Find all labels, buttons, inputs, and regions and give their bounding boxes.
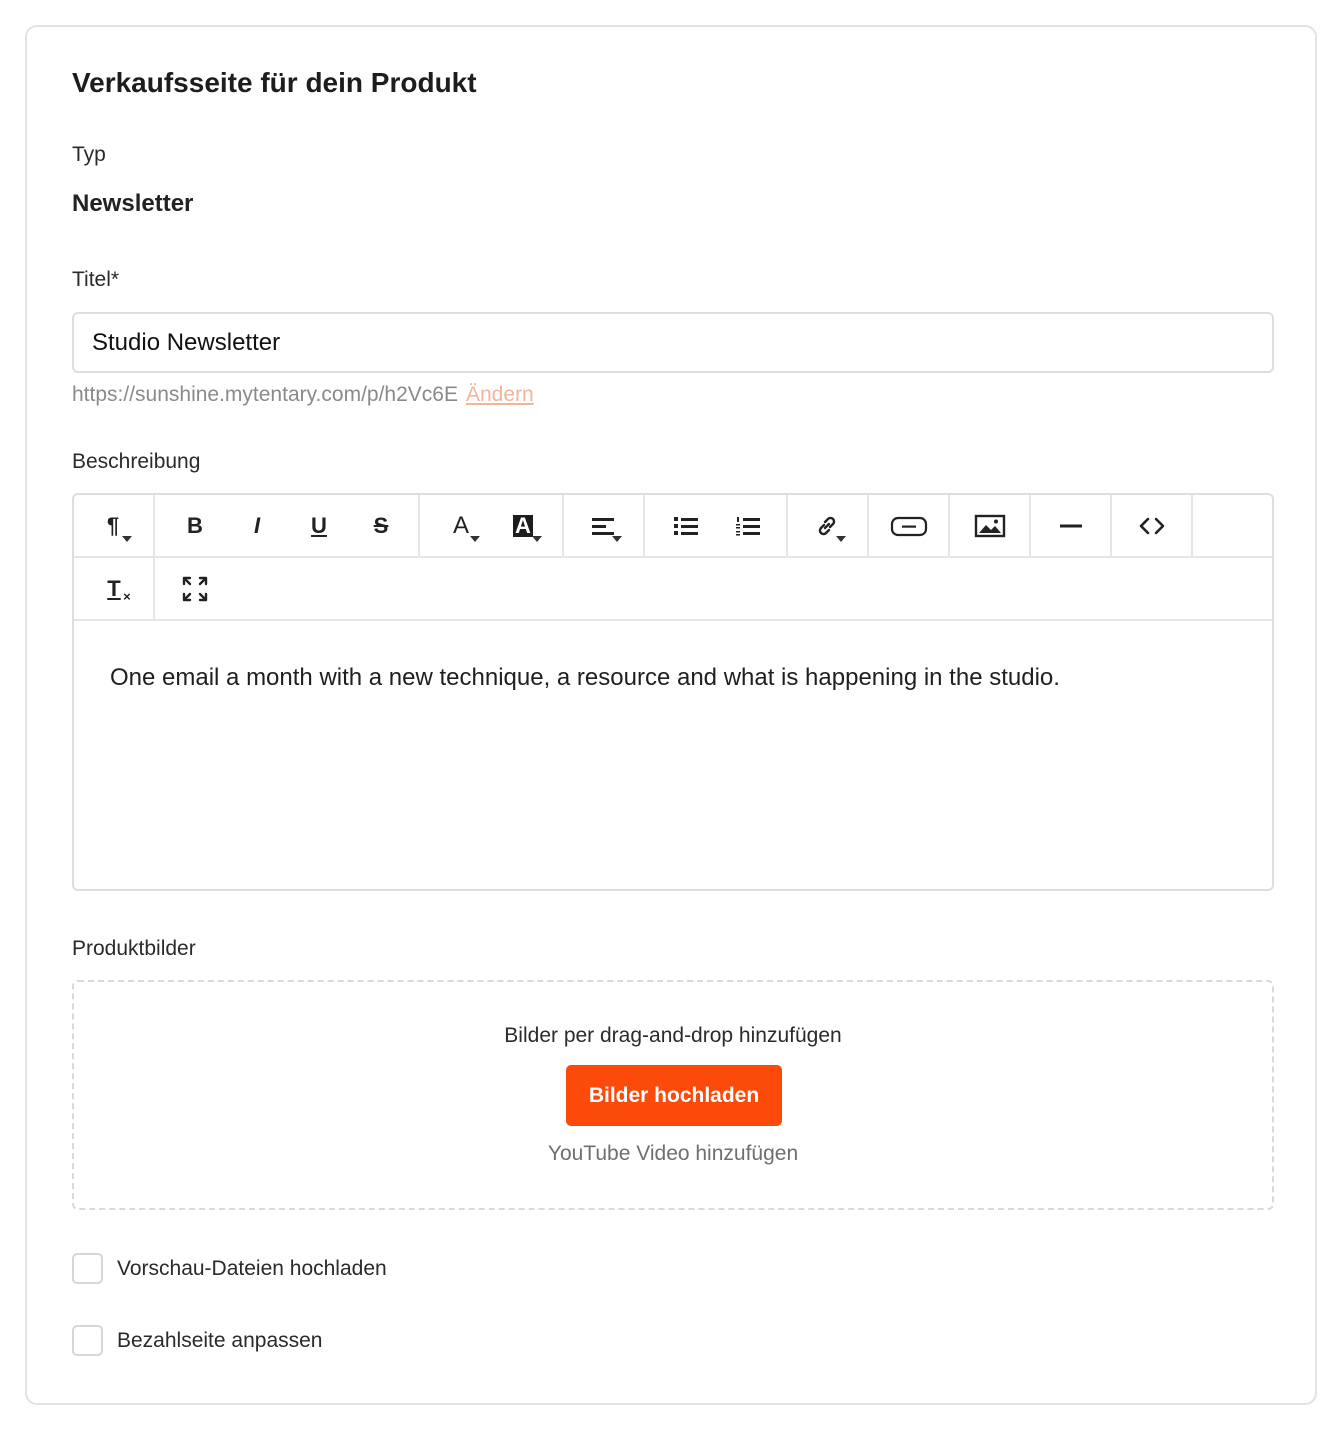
insert-image-button[interactable]: [959, 495, 1021, 556]
font-color-button[interactable]: [430, 495, 492, 556]
italic-button[interactable]: [226, 495, 288, 556]
toolbar-group-paragraph: [74, 495, 155, 556]
customize-checkout-label: Bezahlseite anpassen: [117, 1328, 323, 1352]
preview-files-option: [72, 1253, 387, 1284]
code-view-button[interactable]: [1121, 495, 1183, 556]
product-images-label: Produktbilder: [72, 937, 196, 960]
customize-checkout-checkbox[interactable]: [72, 1325, 103, 1356]
customize-checkout-option: [72, 1325, 322, 1356]
product-url-row: [72, 383, 534, 407]
align-left-icon: [590, 515, 616, 537]
paragraph-format-button[interactable]: [82, 495, 144, 556]
toolbar-group-align: [564, 495, 645, 556]
toolbar-group-colors: [420, 495, 564, 556]
fullscreen-button[interactable]: [164, 558, 226, 619]
code-icon: [1138, 515, 1166, 537]
editor-toolbar-row-1: [74, 495, 1272, 558]
preview-files-label: Vorschau-Dateien hochladen: [117, 1256, 387, 1280]
toolbar-group-hr: [1031, 495, 1112, 556]
chevron-down-icon: [532, 536, 542, 542]
bullet-list-button[interactable]: [655, 495, 717, 556]
insert-button-button[interactable]: [878, 495, 940, 556]
chevron-down-icon: [612, 536, 622, 542]
toolbar-group-link: [788, 495, 869, 556]
link-icon: [815, 514, 839, 538]
clear-formatting-glyph: T: [107, 575, 121, 601]
bullet-list-icon: [673, 515, 699, 537]
toolbar-group-button: [869, 495, 950, 556]
toolbar-group-lists: [645, 495, 788, 556]
add-youtube-video-link[interactable]: YouTube Video hinzufügen: [547, 1142, 799, 1165]
font-color-icon: A: [452, 511, 469, 539]
horizontal-rule-icon: [1058, 515, 1084, 537]
button-icon: [890, 515, 928, 537]
chevron-down-icon: [836, 536, 846, 542]
type-value: Newsletter: [72, 190, 194, 217]
insert-link-button[interactable]: [796, 495, 858, 556]
editor-content-area[interactable]: One email a month with a new technique, a resource and what is happening in the studio.: [110, 664, 1060, 691]
editor-toolbar-row-2: [74, 558, 1272, 621]
clear-formatting-button[interactable]: [83, 558, 145, 619]
fullscreen-icon: [181, 575, 209, 603]
numbered-list-button[interactable]: [717, 495, 779, 556]
description-label: Beschreibung: [72, 450, 201, 473]
page-title: Verkaufsseite für dein Produkt: [72, 67, 477, 98]
align-button[interactable]: [572, 495, 634, 556]
product-sales-page-card: [25, 25, 1317, 1405]
italic-icon: I: [253, 512, 261, 538]
chevron-down-icon: [122, 536, 132, 542]
paragraph-icon: ¶: [106, 512, 120, 538]
underline-button[interactable]: [288, 495, 350, 556]
toolbar-group-image: [950, 495, 1031, 556]
numbered-list-icon: [735, 515, 761, 537]
product-url: https://sunshine.mytentary.com/p/h2Vc6E: [72, 383, 458, 406]
chevron-down-icon: [470, 536, 480, 542]
change-url-link[interactable]: Ändern: [465, 383, 534, 406]
x-mark-icon: ×: [123, 588, 131, 604]
image-icon: [974, 514, 1006, 538]
type-label: Typ: [72, 143, 106, 166]
upload-images-button[interactable]: Bilder hochladen: [566, 1065, 782, 1126]
dropzone-text: Bilder per drag-and-drop hinzufügen: [504, 1024, 842, 1047]
horizontal-rule-button[interactable]: [1040, 495, 1102, 556]
underline-icon: U: [311, 512, 327, 538]
clear-formatting-icon: [107, 575, 131, 604]
strikethrough-icon: S: [373, 512, 389, 538]
toolbar-group-code: [1112, 495, 1193, 556]
title-label: Titel*: [72, 268, 120, 291]
strikethrough-button[interactable]: [350, 495, 412, 556]
rich-text-editor: [72, 493, 1274, 891]
background-color-button[interactable]: [492, 495, 554, 556]
bold-icon: B: [187, 512, 203, 538]
image-dropzone[interactable]: [72, 980, 1274, 1210]
title-input[interactable]: [72, 312, 1274, 373]
bold-button[interactable]: [164, 495, 226, 556]
background-color-icon: A: [515, 512, 531, 538]
preview-files-checkbox[interactable]: [72, 1253, 103, 1284]
toolbar-group-text-style: [155, 495, 420, 556]
toolbar-group-fullscreen: [155, 558, 236, 619]
toolbar-group-clear: [74, 558, 155, 619]
